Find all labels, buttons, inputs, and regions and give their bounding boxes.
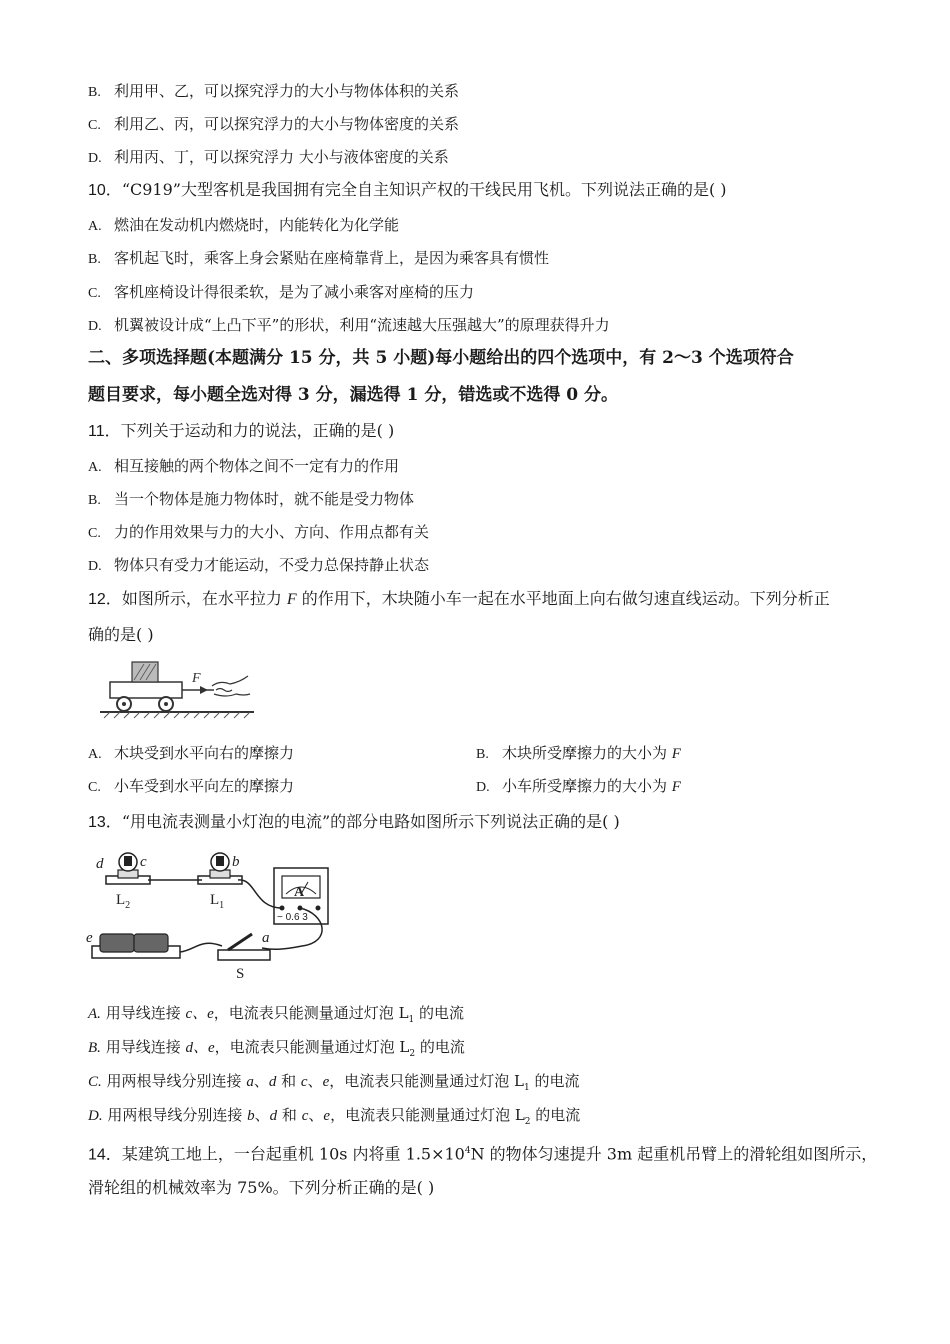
terminal-var: c bbox=[301, 1108, 309, 1124]
q13-option-c bbox=[88, 1070, 579, 1099]
switch-label: S bbox=[236, 966, 245, 982]
section-heading-line1: 二、多项选择题(本题满分 15 分，共 5 小题)每小题给出的四个选项中，有 2～3 个选项符合 bbox=[88, 348, 794, 368]
terminal-d-label: d bbox=[96, 856, 104, 872]
option-text-end: 的电流 bbox=[415, 1038, 465, 1056]
q12-option-a bbox=[88, 742, 294, 766]
q11-stem bbox=[88, 420, 394, 443]
terminal-b-label: b bbox=[232, 854, 240, 870]
option-letter: C. bbox=[88, 780, 101, 795]
battery-cell-1 bbox=[100, 934, 134, 952]
terminal-c-label: c bbox=[140, 854, 147, 870]
q13-option-a bbox=[88, 1002, 464, 1031]
axle-left bbox=[122, 702, 126, 706]
q12-stem bbox=[88, 588, 830, 611]
terminal-var: a bbox=[246, 1074, 254, 1090]
option-letter: D. bbox=[88, 319, 102, 334]
battery-cell-2 bbox=[134, 934, 168, 952]
separator: 、 bbox=[253, 1072, 269, 1090]
option-letter: D. bbox=[88, 151, 102, 166]
separator: 和 bbox=[276, 1072, 301, 1090]
force-symbol: F bbox=[671, 779, 681, 795]
cart-figure bbox=[96, 652, 256, 724]
option-letter: C. bbox=[88, 118, 101, 133]
terminal-var: b bbox=[247, 1108, 255, 1124]
option-letter: B. bbox=[88, 252, 101, 267]
force-label: F bbox=[192, 671, 201, 686]
superscript: 4 bbox=[464, 1146, 471, 1156]
question-number: 11． bbox=[88, 423, 121, 440]
option-text: 用两根导线分别连接 bbox=[101, 1072, 247, 1090]
q10-option-b bbox=[88, 247, 549, 271]
terminal-var: e bbox=[323, 1108, 331, 1124]
question-number: 13． bbox=[88, 814, 122, 831]
q11-option-d bbox=[88, 554, 429, 578]
option-text-cont: ，电流表只能测量通过灯泡 L bbox=[213, 1004, 409, 1022]
option-letter: B. bbox=[88, 85, 101, 100]
terminal-var: d bbox=[269, 1108, 278, 1124]
question-number: 14． bbox=[88, 1146, 122, 1164]
wire-battery-switch bbox=[180, 943, 222, 952]
question-text: “C919”大型客机是我国拥有完全自主知识产权的干线民用飞机。下列说法正确的是( ) bbox=[121, 180, 727, 199]
option-text: 利用乙、丙，可以探究浮力的大小与物体密度的关系 bbox=[114, 115, 460, 133]
q9-option-c bbox=[88, 113, 459, 137]
separator: 和 bbox=[277, 1106, 302, 1124]
bulb-l2-filament bbox=[124, 856, 132, 866]
option-letter: B. bbox=[476, 747, 489, 762]
option-text: 用导线连接 bbox=[100, 1038, 186, 1056]
circuit-figure bbox=[86, 846, 336, 982]
subscript: 1 bbox=[408, 1015, 415, 1025]
option-letter: A. bbox=[88, 460, 102, 475]
separator: 、 bbox=[308, 1106, 324, 1124]
option-text: 木块受到水平向右的摩擦力 bbox=[114, 744, 295, 762]
option-letter: C. bbox=[88, 526, 101, 541]
q12-option-c bbox=[88, 775, 294, 799]
option-text: 用导线连接 bbox=[100, 1004, 186, 1022]
ammeter-terminals: − 0.6 3 bbox=[277, 912, 308, 923]
question-text: 某建筑工地上，一台起重机 10s 内将重 1.5×10 bbox=[121, 1144, 465, 1164]
terminal-e-label: e bbox=[86, 930, 93, 946]
q10-option-a bbox=[88, 214, 399, 238]
option-text: 客机起飞时，乘客上身会紧贴在座椅靠背上，是因为乘客具有惯性 bbox=[114, 249, 550, 267]
q10-option-d bbox=[88, 314, 610, 338]
question-number: 12． bbox=[88, 591, 122, 608]
q13-option-d bbox=[88, 1104, 580, 1133]
option-text: 客机座椅设计得很柔软，是为了减小乘客对座椅的压力 bbox=[114, 283, 475, 301]
terminal-vars: d、e bbox=[185, 1040, 215, 1056]
switch-lever bbox=[228, 934, 252, 950]
q12-option-d bbox=[476, 775, 681, 799]
force-symbol: F bbox=[286, 591, 297, 608]
option-letter: A. bbox=[88, 219, 102, 234]
option-letter: D. bbox=[88, 1108, 103, 1124]
question-text: “用电流表测量小灯泡的电流”的部分电路如图所示下列说法正确的是( ) bbox=[121, 812, 620, 831]
switch-base bbox=[218, 950, 270, 960]
q9-option-d bbox=[88, 146, 449, 170]
question-text: 下列关于运动和力的说法，正确的是( ) bbox=[120, 421, 395, 440]
terminal-var: d bbox=[268, 1074, 277, 1090]
axle-right bbox=[164, 702, 168, 706]
separator: 、 bbox=[254, 1106, 270, 1124]
option-text-cont: ，电流表只能测量通过灯泡 L bbox=[214, 1038, 410, 1056]
cart-body bbox=[110, 682, 182, 698]
option-letter: C. bbox=[88, 1074, 102, 1090]
q14-stem-line2: 滑轮组的机械效率为 75%。下列分析正确的是( ) bbox=[88, 1178, 435, 1197]
question-text-cont: 的作用下，木块随小车一起在水平地面上向右做匀速直线运动。下列分析正 bbox=[296, 589, 830, 608]
q11-option-b bbox=[88, 488, 414, 512]
option-letter: B. bbox=[88, 493, 101, 508]
terminal-var: e bbox=[322, 1074, 330, 1090]
option-text: 相互接触的两个物体之间不一定有力的作用 bbox=[114, 457, 400, 475]
option-text: 燃油在发动机内燃烧时，内能转化为化学能 bbox=[114, 216, 400, 234]
q10-option-c bbox=[88, 281, 474, 305]
ammeter-terminal-3 bbox=[316, 906, 321, 911]
option-letter: A. bbox=[88, 747, 102, 762]
ammeter-label: A bbox=[294, 885, 305, 900]
option-text: 小车受到水平向左的摩擦力 bbox=[114, 777, 295, 795]
option-letter: D. bbox=[88, 559, 102, 574]
terminal-var: c bbox=[300, 1074, 308, 1090]
option-text: 利用丙、丁，可以探究浮力 大小与液体密度的关系 bbox=[114, 148, 449, 166]
question-number: 10． bbox=[88, 182, 122, 199]
subscript: 2 bbox=[409, 1049, 416, 1059]
option-text: 物体只有受力才能运动，不受力总保持静止状态 bbox=[114, 556, 430, 574]
option-text-end: 的电流 bbox=[529, 1072, 580, 1090]
section-heading-line2: 题目要求，每小题全选对得 3 分，漏选得 1 分，错选或不选得 0 分。 bbox=[88, 385, 618, 405]
subscript: 1 bbox=[523, 1083, 530, 1093]
option-letter: D. bbox=[476, 780, 490, 795]
option-text: 力的作用效果与力的大小、方向、作用点都有关 bbox=[114, 523, 430, 541]
force-arrow bbox=[200, 686, 208, 694]
separator: 、 bbox=[307, 1072, 323, 1090]
option-text-cont: ，电流表只能测量通过灯泡 L bbox=[329, 1072, 524, 1090]
option-text: 用两根导线分别连接 bbox=[102, 1106, 248, 1124]
option-text: 利用甲、乙，可以探究浮力的大小与物体体积的关系 bbox=[114, 82, 460, 100]
question-text: 如图所示，在水平拉力 bbox=[121, 589, 287, 608]
option-text-end: 的电流 bbox=[530, 1106, 581, 1124]
q12-option-b bbox=[476, 742, 681, 766]
bulb-l1-filament bbox=[216, 856, 224, 866]
option-text: 当一个物体是施力物体时，就不能是受力物体 bbox=[114, 490, 415, 508]
subscript: 2 bbox=[524, 1117, 531, 1127]
q11-option-a bbox=[88, 455, 399, 479]
option-text-cont: ，电流表只能测量通过灯泡 L bbox=[330, 1106, 525, 1124]
q12-stem-line2: 确的是( ) bbox=[88, 625, 154, 644]
force-symbol: F bbox=[671, 746, 681, 762]
option-text: 木块所受摩擦力的大小为 bbox=[502, 744, 672, 762]
bulb-l2-label: $L_2$ bbox=[116, 892, 131, 911]
option-letter: C. bbox=[88, 286, 101, 301]
q11-option-c bbox=[88, 521, 429, 545]
hand-icon bbox=[212, 676, 250, 696]
q10-stem bbox=[88, 179, 727, 202]
terminal-a-label: a bbox=[262, 930, 270, 946]
option-text: 机翼被设计成“上凸下平”的形状，利用“流速越大压强越大”的原理获得升力 bbox=[114, 316, 610, 334]
q9-option-b bbox=[88, 80, 459, 104]
option-letter: B. bbox=[88, 1040, 101, 1056]
terminal-vars: c、e bbox=[185, 1006, 214, 1022]
bulb-l1-label: $L_1$ bbox=[210, 892, 225, 911]
question-text-cont: N 的物体匀速提升 3m 起重机吊臂上的滑轮组如图所示， bbox=[470, 1144, 878, 1164]
option-text-end: 的电流 bbox=[414, 1004, 465, 1022]
q13-stem bbox=[88, 811, 620, 834]
option-letter: A. bbox=[88, 1006, 101, 1022]
option-text: 小车所受摩擦力的大小为 bbox=[502, 777, 672, 795]
q13-option-b bbox=[88, 1036, 465, 1065]
q14-stem bbox=[88, 1140, 877, 1166]
